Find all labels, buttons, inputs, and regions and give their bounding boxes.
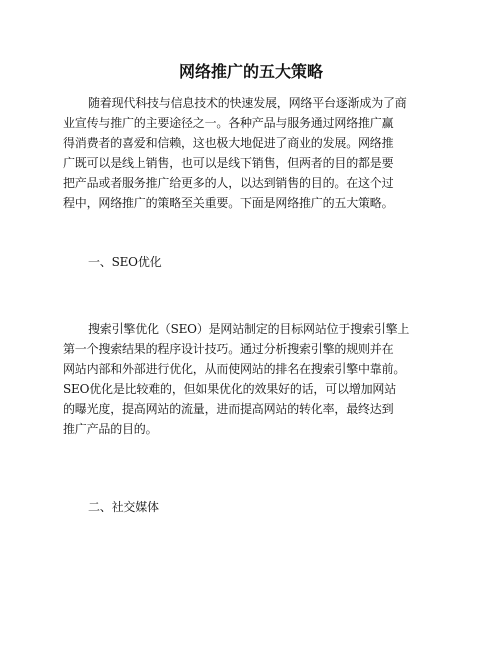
- intro-line: 随着现代科技与信息技术的快速发展，网络平台逐渐成为了商: [88, 96, 407, 110]
- document-title: 网络推广的五大策略: [178, 62, 323, 81]
- intro-line: 业宣传与推广的主要途径之一。各种产品与服务通过网络推广赢: [63, 116, 394, 130]
- seo-line: 的曝光度，提高网站的流量，进而提高网站的转化率，最终达到: [63, 402, 394, 416]
- seo-line: 第一个搜索结果的程序设计技巧。通过分析搜索引擎的规则并在: [63, 342, 394, 356]
- seo-line: 搜索引擎优化（SEO）是网站制定的目标网站位于搜索引擎上: [88, 322, 410, 336]
- intro-line: 把产品或者服务推广给更多的人，以达到销售的目的。在这个过: [63, 176, 394, 190]
- intro-line: 广既可以是线上销售，也可以是线下销售，但两者的目的都是要: [63, 156, 394, 170]
- seo-line: SEO优化是比较难的，但如果优化的效果好的话，可以增加网站: [63, 382, 397, 396]
- seo-line: 推广产品的目的。: [63, 422, 158, 436]
- intro-line: 程中，网络推广的策略至关重要。下面是网络推广的五大策略。: [63, 196, 394, 210]
- seo-line: 网站内部和外部进行优化，从而使网站的排名在搜索引擎中靠前。: [63, 362, 406, 376]
- section-heading-seo: 一、SEO优化: [88, 255, 162, 269]
- section-heading-social-media: 二、社交媒体: [88, 500, 159, 514]
- intro-line: 得消费者的喜爱和信赖，这也极大地促进了商业的发展。网络推: [63, 136, 394, 150]
